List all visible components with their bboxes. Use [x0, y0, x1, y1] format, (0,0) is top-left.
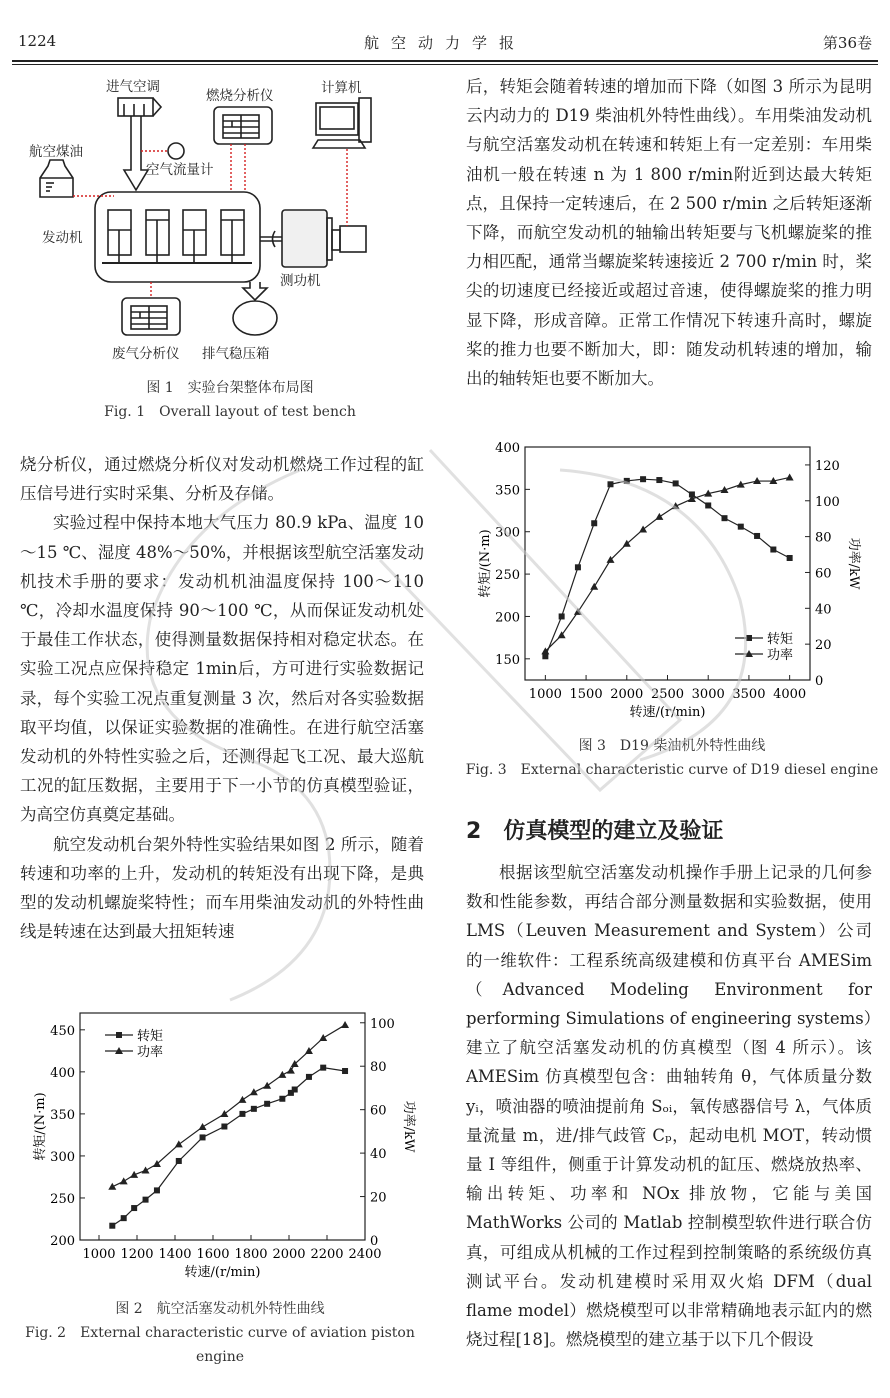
power-point	[639, 525, 647, 532]
y2-tick-label: 60	[815, 566, 832, 582]
legend-label: 功率	[137, 1045, 164, 1060]
torque-point	[559, 613, 565, 619]
power-point	[574, 608, 582, 615]
torque-point	[722, 515, 728, 521]
torque-point	[705, 502, 711, 508]
y2-tick-label: 40	[815, 602, 832, 618]
x-axis-label: 转速/(r/min)	[184, 1265, 261, 1280]
y-tick-label: 150	[495, 652, 520, 668]
series-line-torque	[545, 479, 789, 656]
paragraph: 烧分析仪，通过燃烧分析仪对发动机燃烧工作过程的缸压信号进行实时采集、分析及存储。	[20, 455, 424, 504]
power-point	[199, 1123, 207, 1130]
running-header	[18, 30, 872, 60]
figure1-caption-cn: 图 1 实验台架整体布局图	[146, 380, 314, 396]
torque-point	[109, 1223, 115, 1229]
power-point	[786, 473, 794, 480]
power-point	[672, 502, 680, 509]
torque-point	[770, 547, 776, 553]
x-tick-label: 1500	[569, 687, 603, 702]
x-tick-label: 1000	[528, 687, 562, 702]
torque-point	[176, 1158, 182, 1164]
page-number: 1224	[18, 32, 57, 50]
power-point	[263, 1082, 271, 1089]
paragraph: 实验过程中保持本地大气压力 80.9 kPa、温度 10～15 ℃、湿度 48%～50%，并根据该型航空活塞发动机技术手册的要求：发动机机油温度保持 100～110 ℃，冷却水温度保持 90～100 ℃，从而保证发动机处于最佳工作状态，使得测量数据保持相对稳定状态。在实验工况点应保持稳定 1min后，方可进行实验数据记录，每个实验工况点重复测量 3 次，然后对各实验数据取平均值，以保证实验数据的准确性。在进行航空活塞发动机的外特性实验之后，还测得起飞工况、最大巡航工况的缸压数据，主要用于下一小节的仿真模型验证，为高空仿真奠定基础。	[20, 513, 424, 825]
torque-point	[306, 1074, 312, 1080]
legend-label: 转矩	[137, 1029, 164, 1044]
power-point	[108, 1183, 116, 1190]
figure3-caption-en: Fig. 3 External characteristic curve of D19 diesel engine	[465, 762, 879, 778]
power-point	[175, 1140, 183, 1147]
y2-axis-label: 功率/kW	[846, 537, 861, 590]
power-point	[558, 631, 566, 638]
y-tick-label: 200	[495, 610, 520, 626]
figure1-caption-en: Fig. 1 Overall layout of test bench	[104, 404, 356, 420]
torque-point	[342, 1068, 348, 1074]
label-exhaust-tank: 排气稳压箱	[202, 346, 270, 362]
torque-point	[673, 480, 679, 486]
computer-icon	[316, 103, 358, 135]
label-combustion-analyzer: 燃烧分析仪	[206, 88, 274, 104]
x-tick-label: 1400	[158, 1247, 192, 1262]
x-tick-label: 2000	[272, 1247, 306, 1262]
dynamometer-icon	[282, 210, 327, 267]
legend-label: 功率	[767, 648, 794, 663]
figure3-chart	[470, 432, 870, 722]
power-point	[120, 1177, 128, 1184]
x-tick-label: 3000	[691, 687, 725, 702]
y-tick-label: 350	[50, 1107, 75, 1123]
x-tick-label: 1800	[234, 1247, 268, 1262]
legend-marker-square	[746, 635, 752, 641]
power-point	[250, 1088, 258, 1095]
torque-point	[624, 478, 630, 484]
y-tick-label: 350	[495, 483, 520, 499]
y2-tick-label: 80	[370, 1060, 387, 1076]
torque-point	[591, 520, 597, 526]
x-tick-label: 1200	[120, 1247, 154, 1262]
section-number: 2	[466, 819, 482, 844]
right-column-text-top	[466, 72, 872, 393]
torque-point	[608, 481, 614, 487]
x-tick-label: 2000	[610, 687, 644, 702]
air-flow-meter-icon	[168, 143, 184, 159]
torque-point	[154, 1187, 160, 1193]
torque-point	[292, 1087, 298, 1093]
torque-point	[738, 524, 744, 530]
torque-point	[320, 1065, 326, 1071]
y2-tick-label: 100	[370, 1016, 395, 1032]
power-point	[319, 1034, 327, 1041]
torque-point	[200, 1134, 206, 1140]
figure2-caption-en: Fig. 2 External characteristic curve of aviation piston engine	[25, 1325, 415, 1365]
paragraph: 根据该型航空活塞发动机操作手册上记录的几何参数和性能参数，再结合部分测量数据和实验数据，使用 LMS（Leuven Measurement and System）公司的一维软件：工程系统高级建模和仿真平台 AMESim（Advanced Modeling Environment for performing Simulations of engineering systems）建立了航空活塞发动机的仿真模型（图 4 所示）。该 AMESim 仿真模型包含：曲轴转角 θ，气体质量分数 yᵢ，喷油器的喷油提前角 Sₒᵢ，氧传感器信号 λ，气体质量流量 m，进/排气歧管 Cₚ，起动电机 MOT，转动惯量 I 等组件，侧重于计算发动机的缸压、燃烧放热率、输出转矩、功率和 NOx 排放物，它能与美国 MathWorks 公司的 Matlab 控制模型软件进行联合仿真，可组成从机械的工作过程到控制策略的系统级仿真测试平台。发动机建模时采用双火焰 DFM（dual flame model）燃烧模型可以非常精确地表示缸内的燃烧过程[18]。燃烧模型的建立基于以下几个假设	[466, 863, 872, 1350]
y2-tick-label: 20	[370, 1190, 387, 1206]
label-exhaust-analyzer: 废气分析仪	[112, 346, 180, 362]
x-tick-label: 3500	[732, 687, 766, 702]
y-tick-label: 400	[495, 441, 520, 456]
y-tick-label: 300	[50, 1149, 75, 1165]
figure1-diagram	[20, 70, 440, 370]
x-tick-label: 2200	[310, 1247, 344, 1262]
label-engine: 发动机	[42, 230, 83, 246]
header-rule	[12, 60, 878, 62]
torque-point	[754, 533, 760, 539]
y-tick-label: 250	[50, 1191, 75, 1207]
power-point	[655, 513, 663, 520]
y2-tick-label: 120	[815, 458, 840, 474]
torque-point	[575, 564, 581, 570]
y-tick-label: 300	[495, 525, 520, 541]
power-point	[590, 583, 598, 590]
header-rule-thin	[12, 64, 878, 65]
y-tick-label: 400	[50, 1065, 75, 1081]
power-point	[287, 1067, 295, 1074]
x-tick-label: 2400	[348, 1247, 382, 1262]
figure2-caption-cn: 图 2 航空活塞发动机外特性曲线	[115, 1301, 325, 1317]
intake-arrow-icon	[124, 116, 148, 190]
figure3-caption	[462, 734, 882, 782]
label-aviation-kerosene: 航空煤油	[29, 144, 83, 160]
x-tick-label: 4000	[773, 687, 807, 702]
torque-point	[239, 1111, 245, 1117]
legend-label: 转矩	[767, 632, 794, 647]
x-axis-label: 转速/(r/min)	[629, 705, 706, 720]
y-tick-label: 450	[50, 1023, 75, 1039]
y2-tick-label: 100	[815, 494, 840, 510]
torque-point	[264, 1101, 270, 1107]
torque-point	[131, 1205, 137, 1211]
power-point	[142, 1166, 150, 1173]
left-column-text	[20, 450, 424, 946]
y-axis-label: 转矩/(N·m)	[33, 1092, 48, 1161]
torque-point	[143, 1197, 149, 1203]
exhaust-tank-icon	[233, 301, 277, 335]
y2-tick-label: 0	[815, 674, 824, 689]
label-air-flow-meter: 空气流量计	[146, 162, 214, 178]
y2-tick-label: 0	[370, 1234, 379, 1249]
section-heading	[466, 814, 723, 845]
figure2-chart	[20, 1005, 420, 1285]
y-axis-label: 转矩/(N·m)	[478, 529, 493, 598]
label-computer: 计算机	[321, 80, 362, 96]
paragraph: 航空发动机台架外特性实验结果如图 2 所示，随着转速和功率的上升，发动机的转矩没有出现下降，是典型的发动机螺旋桨特性；而车用柴油发动机的外特性曲线是转速在达到最大扭矩转速	[20, 834, 424, 942]
series-line-power	[545, 477, 789, 651]
y-tick-label: 200	[50, 1234, 75, 1249]
journal-title: 航空动力学报	[363, 34, 526, 52]
x-tick-label: 1600	[196, 1247, 230, 1262]
torque-point	[279, 1096, 285, 1102]
figure3-caption-cn: 图 3 D19 柴油机外特性曲线	[578, 738, 766, 754]
legend-marker-square	[116, 1032, 122, 1038]
y2-tick-label: 80	[815, 530, 832, 546]
exhaust-arrow-icon	[243, 282, 267, 300]
torque-point	[640, 476, 646, 482]
y-tick-label: 250	[495, 568, 520, 584]
y2-tick-label: 20	[815, 638, 832, 654]
power-point	[278, 1071, 286, 1078]
power-point	[341, 1021, 349, 1028]
right-column-text-bottom	[466, 858, 872, 1354]
torque-point	[251, 1106, 257, 1112]
volume-label: 第36卷	[822, 34, 872, 52]
y2-tick-label: 60	[370, 1103, 387, 1119]
label-dynamometer: 测功机	[280, 273, 321, 289]
y2-axis-label: 功率/kW	[401, 1100, 416, 1153]
section-title: 仿真模型的建立及验证	[503, 819, 724, 844]
torque-point	[221, 1124, 227, 1130]
label-intake-ac: 进气空调	[106, 79, 160, 95]
power-point	[238, 1096, 246, 1103]
x-tick-label: 1000	[82, 1247, 116, 1262]
torque-point	[121, 1215, 127, 1221]
y2-tick-label: 40	[370, 1147, 387, 1163]
paragraph: 后，转矩会随着转速的增加而下降（如图 3 所示为昆明云内动力的 D19 柴油机外特性曲线）。车用柴油发动机与航空活塞发动机在转速和转矩上有一定差别：车用柴油机一般在转速 n 为 1 800 r/min附近到达最大转矩点，且保持一定转速后，在 2 500 r/min 之后转矩逐渐下降，而航空发动机的轴输出转矩要与飞机螺旋桨的推力相匹配，通常当螺旋桨转速接近 2 700 r/min 时，桨尖的切速度已经接近或超过音速，使得螺旋桨的推力明显下降，形成音障。正常工作情况下转速升高时，螺旋桨的推力也要不断加大，即：随发动机转速的增加，输出的轴转矩也要不断加大。	[466, 77, 872, 389]
x-tick-label: 2500	[650, 687, 685, 702]
torque-point	[787, 555, 793, 561]
figure2-caption	[20, 1297, 420, 1369]
figure1-caption	[20, 376, 440, 424]
torque-point	[656, 477, 662, 483]
